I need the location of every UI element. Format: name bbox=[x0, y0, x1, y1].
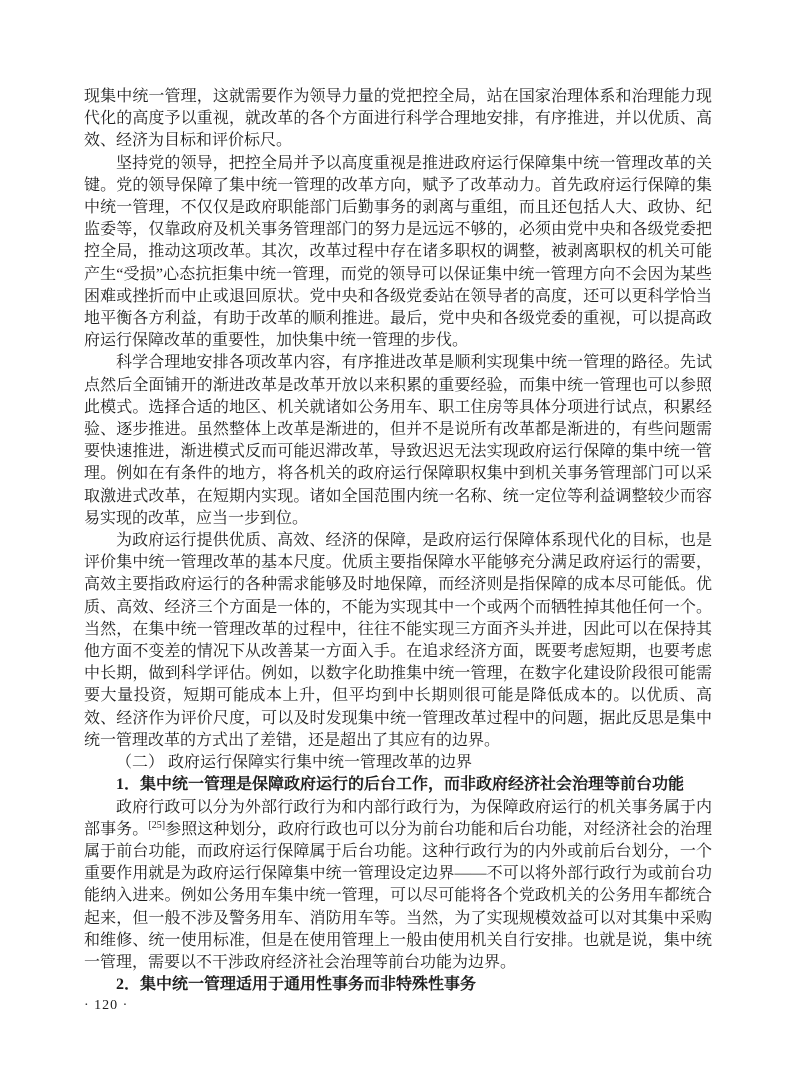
footnote-reference-25: [25] bbox=[148, 819, 166, 831]
page-number: · 120 · bbox=[84, 998, 129, 1013]
paragraph-party-leadership: 坚持党的领导，把控全局并予以高度重视是推进政府运行保障集中统一管理改革的关键。党的领导保障了集中统一管理的改革方向，赋予了改革动力。首先政府运行保障的集中统一管理，不仅仅是政府职能部门后勤事务的剥离与重组，而且还包括人大、政协、纪监委等，仅靠政府及机关事务管理部门的努力是远远不够的，必须由党中央和各级党委把控全局，推动这项改革。其次，改革过程中存在诸多职权的调整，被剥离职权的机关可能产生“受损”心态抗拒集中统一管理，而党的领导可以保证集中统一管理方向不会因为某些困难或挫折而中止或退回原状。党中央和各级党委站在领导者的高度，还可以更科学恰当地平衡各方利益，有助于改革的顺利推进。最后，党中央和各级党委的重视，可以提高政府运行保障改革的重要性，加快集中统一管理的步伐。 bbox=[84, 154, 712, 350]
paragraph-continuation: 现集中统一管理，这就需要作为领导力量的党把控全局，站在国家治理体系和治理能力现代化的高度予以重视，就改革的各个方面进行科学合理地安排，有序推进，并以优质、高效、经济为目标和评价标尺。 bbox=[84, 88, 712, 150]
subheading-general-affairs: 2．集中统一管理适用于通用性事务而非特殊性事务 bbox=[116, 976, 477, 994]
section-heading-boundary: （二） 政府运行保障实行集中统一管理改革的边界 bbox=[116, 754, 473, 772]
paragraph-backstage-text-pre: 政府行政可以分为外部行政行为和内部行政行为，为保障政府运行的机关事务属于内部事务。 bbox=[84, 798, 712, 838]
subheading-backstage-work: 1．集中统一管理是保障政府运行的后台工作，而非政府经济社会治理等前台功能 bbox=[116, 776, 685, 794]
paragraph-backstage bbox=[84, 797, 712, 975]
paragraph-quality-goal: 为政府运行提供优质、高效、经济的保障，是政府运行保障体系现代化的目标，也是评价集中统一管理改革的基本尺度。优质主要指保障水平能够充分满足政府运行的需要，高效主要指政府运行的各种需求能够及时地保障，而经济则是指保障的成本尽可能低。优质、高效、经济三个方面是一体的，不能为实现其中一个或两个而牺牲掉其他任何一个。当然，在集中统一管理改革的过程中，往往不能实现三方面齐头并进，因此可以在保持其他方面不变差的情况下从改善某一方面入手。在追求经济方面，既要考虑短期，也要考虑中长期，做到科学评估。例如，以数字化助推集中统一管理，在数字化建设阶段很可能需要大量投资，短期可能成本上升，但平均到中长期则很可能是降低成本的。以优质、高效、经济作为评价尺度，可以及时发现集中统一管理改革过程中的问题，据此反思是集中统一管理改革的方式出了差错，还是超出了其应有的边界。 bbox=[84, 532, 712, 749]
paragraph-orderly-reform: 科学合理地安排各项改革内容，有序推进改革是顺利实现集中统一管理的路径。先试点然后全面铺开的渐进改革是改革开放以来积累的重要经验，而集中统一管理也可以参照此模式。选择合适的地区、机关就诸如公务用车、职工住房等具体分项进行试点，积累经验、逐步推进。虽然整体上改革是渐进的，但并不是说所有改革都是渐进的，有些问题需要快速推进，渐进模式反而可能迟滞改革，导致迟迟无法实现政府运行保障的集中统一管理。例如在有条件的地方，将各机关的政府运行保障职权集中到机关事务管理部门可以采取激进式改革，在短期内实现。诸如全国范围内统一名称、统一定位等利益调整较少而容易实现的改革，应当一步到位。 bbox=[84, 354, 712, 527]
page-body bbox=[84, 86, 712, 996]
paragraph-backstage-text-post: 参照这种划分，政府行政也可以分为前台功能和后台功能，对经济社会的治理属于前台功能，而政府运行保障属于后台功能。这种行政行为的内外或前后台划分，一个重要作用就是为政府运行保障集中统一管理设定边界——不可以将外部行政行为或前台功能纳入进来。例如公务用车集中统一管理，可以尽可能将各个党政机关的公务用车都统合起来，但一般不涉及警务用车、消防用车等。当然，为了实现规模效益可以对其集中采购和维修、统一使用标准，但是在使用管理上一般由使用机关自行安排。也就是说，集中统一管理，需要以不干涉政府经济社会治理等前台功能为边界。 bbox=[84, 820, 712, 971]
